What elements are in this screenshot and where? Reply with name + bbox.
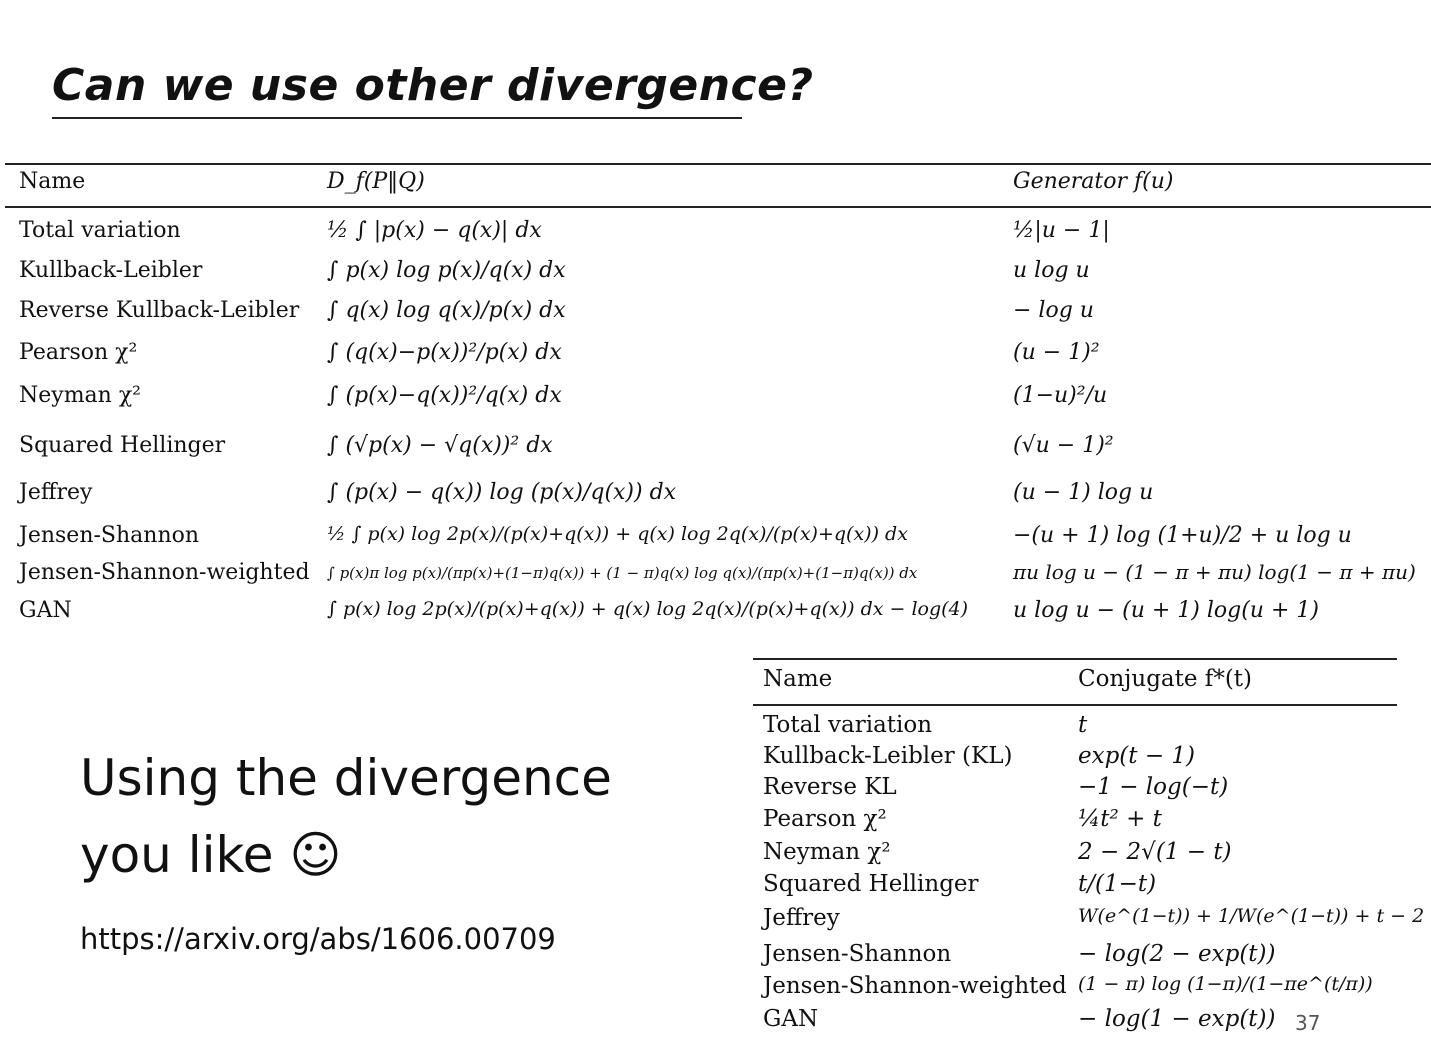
row-divergence: ½ ∫ |p(x) − q(x)| dx <box>327 218 542 243</box>
row-name: Reverse Kullback-Leibler <box>19 298 300 323</box>
conjugate-row-name: Squared Hellinger <box>763 871 979 897</box>
conjugate-top-rule <box>753 658 1397 660</box>
row-name: Jensen-Shannon <box>19 523 200 548</box>
page-number: 37 <box>1295 1011 1321 1035</box>
table-row <box>5 218 1431 254</box>
row-generator: (u − 1)² <box>1013 340 1100 365</box>
header-name: Name <box>19 169 86 194</box>
row-divergence: ∫ p(x) log p(x)/q(x) dx <box>327 258 566 283</box>
table-header-row <box>5 169 1431 205</box>
row-generator: − log u <box>1013 298 1094 323</box>
row-divergence: ∫ (q(x)−p(x))²/p(x) dx <box>327 340 562 365</box>
conjugate-row-name: Neyman χ² <box>763 839 891 865</box>
table-row <box>5 298 1431 334</box>
subtitle-line-1: Using the divergence <box>80 749 612 807</box>
paper-link[interactable]: https://arxiv.org/abs/1606.00709 <box>80 922 556 956</box>
table-row <box>753 712 1397 744</box>
row-divergence: ∫ q(x) log q(x)/p(x) dx <box>327 298 566 323</box>
conjugate-row-value: t/(1−t) <box>1078 871 1157 897</box>
row-name: Jensen-Shannon-weighted <box>19 560 310 585</box>
row-generator: (u − 1) log u <box>1013 480 1154 505</box>
row-generator: πu log u − (1 − π + πu) log(1 − π + πu) <box>1013 560 1416 584</box>
table-row <box>5 258 1431 294</box>
row-divergence: ∫ (√p(x) − √q(x))² dx <box>327 433 553 458</box>
subtitle-line-2: you like ☺ <box>80 826 342 884</box>
conjugate-row-value: − log(1 − exp(t)) <box>1078 1006 1276 1032</box>
row-name: Neyman χ² <box>19 383 141 408</box>
row-name: Kullback-Leibler <box>19 258 203 283</box>
table-row <box>5 433 1431 469</box>
table-row <box>5 480 1431 516</box>
slide-title: Can we use other divergence? <box>52 60 814 111</box>
row-generator: u log u <box>1013 258 1090 283</box>
row-generator: ½|u − 1| <box>1013 218 1110 243</box>
row-generator: (1−u)²/u <box>1013 383 1108 408</box>
row-divergence: ∫ (p(x) − q(x)) log (p(x)/q(x)) dx <box>327 480 677 505</box>
table-row <box>5 383 1431 419</box>
row-generator: u log u − (u + 1) log(u + 1) <box>1013 598 1319 623</box>
table-row <box>753 905 1425 937</box>
conjugate-row-value: exp(t − 1) <box>1078 743 1196 769</box>
header-generator: Generator f(u) <box>1013 169 1174 194</box>
conjugate-row-value: 2 − 2√(1 − t) <box>1078 839 1232 865</box>
row-generator: (√u − 1)² <box>1013 433 1114 458</box>
table-top-rule <box>5 163 1431 165</box>
row-generator: −(u + 1) log (1+u)/2 + u log u <box>1013 523 1352 548</box>
table-row <box>753 774 1397 806</box>
table-row <box>753 973 1397 1005</box>
conjugate-row-value: ¼t² + t <box>1078 806 1162 832</box>
table-row <box>5 560 1431 596</box>
table-row <box>753 839 1397 871</box>
conjugate-row-name: Jeffrey <box>763 905 840 931</box>
conjugate-row-name: Kullback-Leibler (KL) <box>763 743 1013 769</box>
conjugate-row-value: − log(2 − exp(t)) <box>1078 941 1276 967</box>
conjugate-row-name: Pearson χ² <box>763 806 887 832</box>
row-divergence: ½ ∫ p(x) log 2p(x)/(p(x)+q(x)) + q(x) log 2q(x)/(p(x)+q(x)) dx <box>327 523 908 545</box>
row-divergence: ∫ (p(x)−q(x))²/q(x) dx <box>327 383 562 408</box>
table-row <box>753 941 1397 973</box>
row-name: Total variation <box>19 218 181 243</box>
conjugate-row-value: −1 − log(−t) <box>1078 774 1229 800</box>
table-header-rule <box>5 206 1431 208</box>
table-row <box>753 743 1397 775</box>
conjugate-row-value: t <box>1078 712 1088 738</box>
row-name: Squared Hellinger <box>19 433 226 458</box>
row-name: Jeffrey <box>19 480 93 505</box>
conjugate-row-value: (1 − π) log (1−π)/(1−πe^(t/π)) <box>1078 973 1373 995</box>
conjugate-row-name: Jensen-Shannon-weighted <box>763 973 1067 999</box>
conjugate-header-rule <box>753 704 1397 706</box>
table-row <box>5 523 1431 559</box>
conjugate-header-name: Name <box>763 666 833 692</box>
conjugate-row-name: Jensen-Shannon <box>763 941 952 967</box>
row-name: GAN <box>19 598 72 623</box>
table-row <box>753 806 1397 838</box>
conjugate-row-value: W(e^(1−t)) + 1/W(e^(1−t)) + t − 2 <box>1078 905 1425 927</box>
conjugate-header-row <box>753 666 1397 698</box>
table-row <box>5 598 1431 634</box>
conjugate-row-name: Reverse KL <box>763 774 897 800</box>
header-divergence: D_f(P‖Q) <box>327 169 425 194</box>
title-underline <box>52 117 742 119</box>
conjugate-row-name: Total variation <box>763 712 933 738</box>
table-row <box>753 871 1397 903</box>
table-row <box>5 340 1431 376</box>
row-name: Pearson χ² <box>19 340 138 365</box>
conjugate-header-value: Conjugate f*(t) <box>1078 666 1253 692</box>
row-divergence: ∫ p(x)π log p(x)/(πp(x)+(1−π)q(x)) + (1 − π)q(x) log q(x)/(πp(x)+(1−π)q(x)) dx <box>327 564 918 582</box>
conjugate-row-name: GAN <box>763 1006 819 1032</box>
row-divergence: ∫ p(x) log 2p(x)/(p(x)+q(x)) + q(x) log 2q(x)/(p(x)+q(x)) dx − log(4) <box>327 598 969 620</box>
